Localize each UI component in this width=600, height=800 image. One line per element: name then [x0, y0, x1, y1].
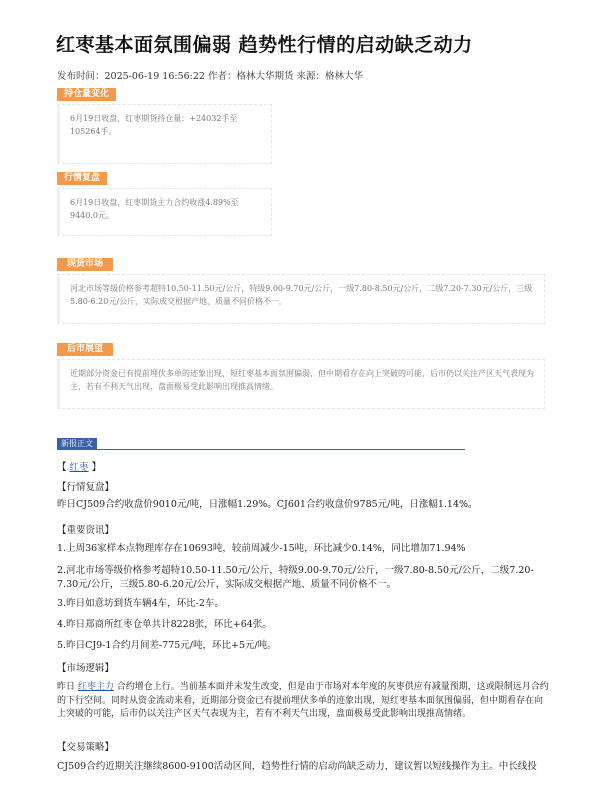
section-text: 6月19日收盘，红枣期货主力合约收涨4.89%至9440.0元。 — [70, 198, 239, 220]
section-box-spot-market — [57, 274, 545, 324]
page-title: 红枣基本面氛围偏弱 趋势性行情的启动缺乏动力 — [56, 34, 473, 56]
info-item: 4.昨日郑商所红枣仓单共计8228张，环比+64张。 — [57, 619, 272, 630]
section-tag-spot-market: 现货市场 — [57, 258, 113, 271]
info-item: 1.上周36家样本点物理库存在10693吨，较前周减少-15吨，环比减少0.14%，同比增加71.94% — [57, 543, 466, 554]
main-contract-link[interactable]: 红枣主力 — [77, 682, 114, 692]
logic-paragraph: 昨日 红枣主力 合约增仓上行。当前基本面并未发生改变，但是由于市场对本年度的灰枣供应有减量预期，这或限制远月合约的下行空间。同时从资金流动来看，近期部分资金已有提前埋伏多单的迹象出现，短红枣基本面氛围偏弱，但中期看存在向上突破的可能，后市仍以关注产区天气表现为主，若有不利天气出现，盘面极易受此影响出现推高情绪。 — [57, 682, 549, 719]
news-divider — [57, 449, 465, 450]
section-box-outlook — [57, 359, 545, 409]
category-line: 【 红枣 】 — [57, 462, 102, 473]
review-text: 昨日CJ509合约收盘价9010元/吨，日涨幅1.29%。CJ601合约收盘价9785元/吨，日涨幅1.14%。 — [57, 499, 478, 510]
logic-heading: 【市场逻辑】 — [57, 663, 115, 674]
info-item: 3.昨日如意坊到货车辆4车，环比-2车。 — [57, 598, 224, 609]
section-box-position-change — [57, 104, 272, 164]
section-text: 河北市场等级价格参考超特10.50-11.50元/公斤，特级9.00-9.70元/公斤，一级7.80-8.50元/公斤，二级7.20-7.30元/公斤，三级5.80-6.20元/公斤，实际成交根据产地、质量不同价格不一。 — [70, 284, 533, 306]
category-link-jujube[interactable]: 红枣 — [69, 462, 89, 473]
section-tag-outlook: 后市展望 — [57, 343, 113, 356]
review-heading: 【行情复盘】 — [57, 482, 115, 493]
strategy-heading: 【交易策略】 — [57, 742, 115, 753]
section-text: 近期部分资金已有提前埋伏多单的迹象出现，短红枣基本面氛围偏弱，但中期看存在向上突破的可能，后市仍以关注产区天气表现为主，若有不利天气出现，盘面极易受此影响出现推高情绪。 — [70, 369, 534, 391]
section-tag-market-review: 行情复盘 — [57, 172, 107, 185]
publish-meta: 发布时间：2025-06-19 16:56:22 作者：格林大华期货 来源：格林大华 — [57, 71, 363, 82]
info-heading: 【重要资讯】 — [57, 525, 115, 536]
info-item: 5.昨日CJ9-1合约月间差-775元/吨，环比+5元/吨。 — [57, 640, 277, 651]
news-body-tag: 新报正文 — [57, 438, 97, 449]
section-tag-position-change: 持仓量变化 — [57, 88, 116, 101]
strategy-text: CJ509合约近期关注继续8600-9100活动区间，趋势性行情的启动尚缺乏动力，建议暂以短线操作为主。中长线投 — [57, 761, 537, 772]
section-text: 6月19日收盘，红枣期货持仓量：+24032手至105264手。 — [70, 114, 238, 136]
info-item: 2.河北市场等级价格参考超特10.50-11.50元/公斤，特级9.00-9.70元/公斤，一级7.80-8.50元/公斤，二级7.20-7.30元/公斤，三级5.80-6.20元/公斤，实际成交根据产地、质量不同价格不一。 — [57, 565, 534, 590]
section-box-market-review — [57, 188, 272, 236]
